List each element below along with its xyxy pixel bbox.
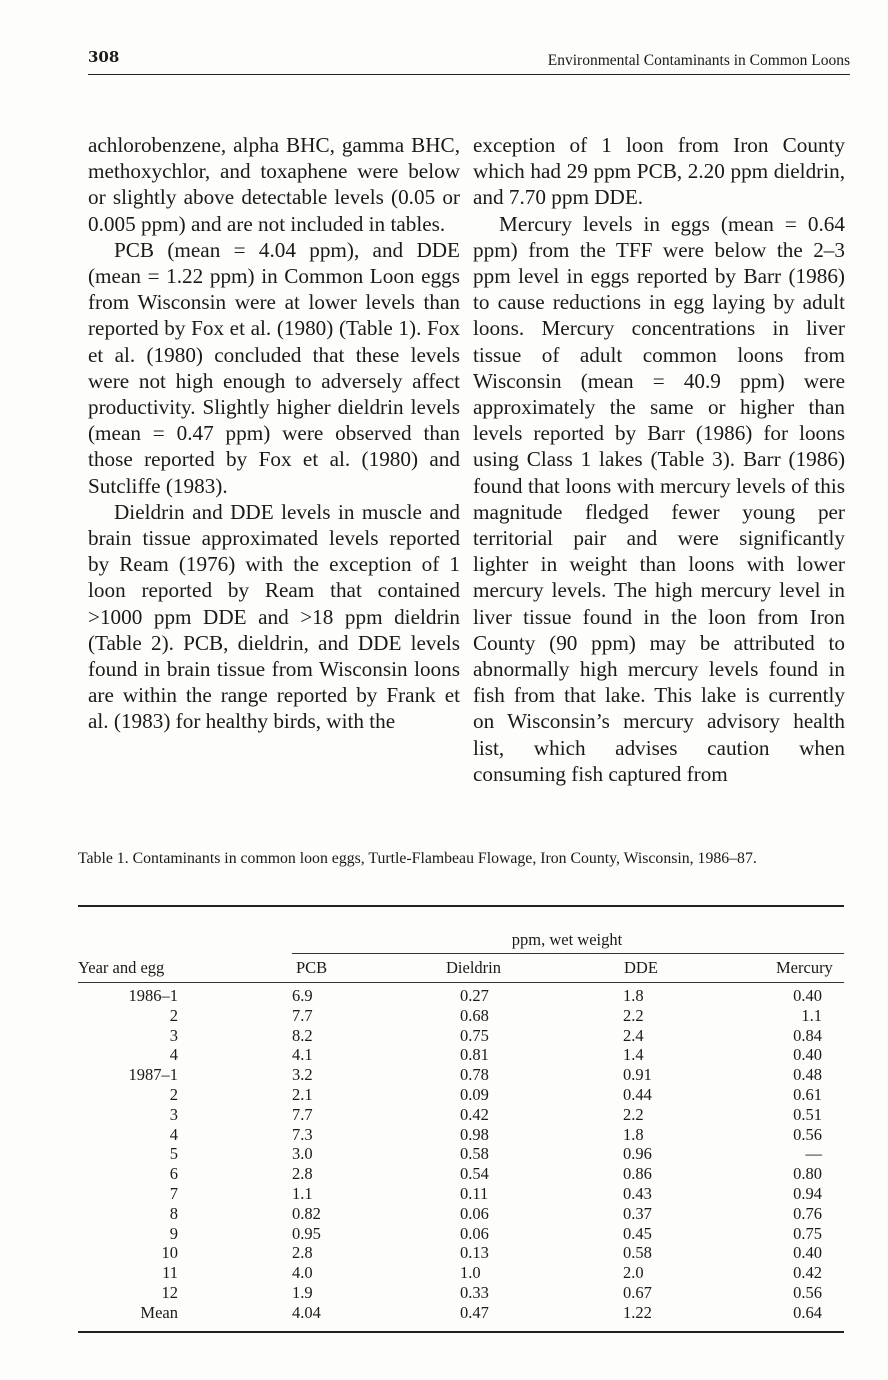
cell-year-egg: Mean — [140, 1302, 178, 1322]
cell-dieldrin: 1.0 — [460, 1263, 481, 1283]
cell-mercury: 0.94 — [793, 1183, 822, 1203]
cell-pcb: 7.7 — [292, 1104, 313, 1124]
cell-dieldrin: 0.06 — [460, 1223, 489, 1243]
cell-pcb: 1.9 — [292, 1282, 313, 1302]
table-row — [78, 1303, 844, 1323]
cell-pcb: 8.2 — [292, 1025, 313, 1045]
body-paragraph: exception of 1 loon from Iron County which had 29 ppm PCB, 2.20 ppm dieldrin, and 7.70 ppm DDE. — [473, 133, 845, 210]
cell-year-egg: 12 — [161, 1282, 178, 1302]
cell-mercury: 0.48 — [793, 1065, 822, 1085]
cell-dieldrin: 0.58 — [460, 1144, 489, 1164]
cell-mercury: 0.40 — [793, 1045, 822, 1065]
table-row — [78, 986, 844, 1006]
left-column — [88, 132, 460, 735]
table-bottom-rule — [78, 1331, 844, 1333]
cell-year-egg: 11 — [162, 1263, 178, 1283]
cell-mercury: 0.40 — [793, 986, 822, 1005]
cell-year-egg: 2 — [169, 1084, 178, 1104]
cell-dieldrin: 0.11 — [460, 1183, 489, 1203]
cell-year-egg: 3 — [169, 1104, 178, 1124]
column-header-year: Year and egg — [78, 958, 165, 977]
body-paragraph: Mercury levels in eggs (mean = 0.64 ppm) from the TFF were below the 2–3 ppm level in eggs reported by Barr (1986) to cause reductions in egg laying by adult loons. Mercury concentrations in liver tissue of adult common loons from Wisconsin (mean = 40.9 ppm) were approximately the same or higher than levels reported by Barr (1986) for loons using Class 1 lakes (Table 3). Barr (1986) found that loons with mercury levels of this magnitude fledged fewer young per territorial pair and were significantly lighter in weight than loons with lower mercury levels. The high mercury level in liver tissue found in the loon from Iron County (90 ppm) may be attributed to abnormally high mercury levels found in fish from that lake. This lake is currently on Wisconsin’s mercury advisory health list, which advises caution when consuming fish captured from — [473, 211, 845, 786]
table-row — [78, 1164, 844, 1184]
body-paragraph: achlorobenzene, alpha BHC, gamma BHC, methoxychlor, and toxaphene were below or slightly above detectable levels (0.05 or 0.005 ppm) and are not included in tables. — [88, 133, 460, 236]
right-column — [473, 132, 845, 787]
table-row — [78, 1263, 844, 1283]
cell-pcb: 4.1 — [292, 1045, 313, 1065]
table-row — [78, 1085, 844, 1105]
cell-dde: 2.0 — [623, 1263, 644, 1283]
cell-dde: 0.58 — [623, 1243, 652, 1263]
cell-year-egg: 6 — [169, 1164, 178, 1184]
cell-mercury: 0.42 — [793, 1263, 822, 1283]
table-row — [78, 1006, 844, 1026]
cell-dde: 2.2 — [623, 1005, 644, 1025]
column-header-dieldrin: Dieldrin — [446, 958, 501, 977]
cell-year-egg: 10 — [161, 1243, 178, 1263]
cell-mercury: 0.51 — [793, 1104, 822, 1124]
body-paragraph: PCB (mean = 4.04 ppm), and DDE (mean = 1.22 ppm) in Common Loon eggs from Wisconsin were at lower levels than reported by Fox et al. (1980) (Table 1). Fox et al. (1980) concluded that these levels were not high enough to adversely affect productivity. Slightly higher dieldrin levels (mean = 0.47 ppm) were observed than those reported by Fox et al. (1980) and Sutcliffe (1983). — [88, 237, 460, 498]
page-header — [88, 46, 850, 75]
cell-dieldrin: 0.78 — [460, 1065, 489, 1085]
cell-mercury: 0.80 — [793, 1164, 822, 1184]
cell-dde: 1.8 — [623, 1124, 644, 1144]
cell-dde: 1.4 — [623, 1045, 644, 1065]
cell-pcb: 3.0 — [292, 1144, 313, 1164]
cell-pcb: 2.1 — [292, 1084, 313, 1104]
cell-dieldrin: 0.68 — [460, 1005, 489, 1025]
cell-pcb: 6.9 — [292, 986, 313, 1005]
cell-mercury: 1.1 — [801, 1005, 822, 1025]
cell-pcb: 4.0 — [292, 1263, 313, 1283]
table-spanner-rule — [292, 953, 844, 954]
cell-dde: 0.37 — [623, 1203, 652, 1223]
cell-dde: 0.43 — [623, 1183, 652, 1203]
table-spanner-heading: ppm, wet weight — [511, 930, 623, 949]
cell-year-egg: 1986–1 — [128, 986, 178, 1005]
cell-pcb: 3.2 — [292, 1065, 313, 1085]
cell-year-egg: 9 — [169, 1223, 178, 1243]
cell-dde: 1.22 — [623, 1302, 652, 1322]
table-row — [78, 1283, 844, 1303]
cell-dieldrin: 0.33 — [460, 1282, 489, 1302]
cell-dieldrin: 0.42 — [460, 1104, 489, 1124]
column-header-mercury: Mercury — [776, 958, 833, 977]
cell-mercury: 0.76 — [793, 1203, 822, 1223]
table-top-rule — [78, 905, 844, 907]
cell-pcb: 0.95 — [292, 1223, 321, 1243]
cell-dieldrin: 0.27 — [460, 986, 489, 1005]
column-header-pcb: PCB — [296, 958, 328, 977]
cell-mercury: — — [805, 1144, 822, 1164]
cell-mercury: 0.61 — [793, 1084, 822, 1104]
cell-dde: 0.67 — [623, 1282, 652, 1302]
cell-pcb: 7.7 — [292, 1005, 313, 1025]
cell-pcb: 7.3 — [292, 1124, 313, 1144]
cell-dde: 0.96 — [623, 1144, 652, 1164]
cell-year-egg: 4 — [169, 1124, 178, 1144]
column-header-dde: DDE — [624, 958, 658, 977]
table-row — [78, 1045, 844, 1065]
cell-pcb: 1.1 — [292, 1183, 313, 1203]
cell-dieldrin: 0.47 — [460, 1302, 489, 1322]
table-row — [78, 1065, 844, 1085]
cell-year-egg: 8 — [169, 1203, 178, 1223]
cell-dde: 0.91 — [623, 1065, 652, 1085]
cell-mercury: 0.56 — [793, 1282, 822, 1302]
cell-dde: 2.2 — [623, 1104, 644, 1124]
cell-dieldrin: 0.75 — [460, 1025, 489, 1045]
cell-dieldrin: 0.81 — [460, 1045, 489, 1065]
cell-pcb: 4.04 — [292, 1302, 321, 1322]
table-row — [78, 1184, 844, 1204]
table-row — [78, 1204, 844, 1224]
table-row — [78, 1144, 844, 1164]
cell-dieldrin: 0.09 — [460, 1084, 489, 1104]
cell-mercury: 0.56 — [793, 1124, 822, 1144]
cell-mercury: 0.84 — [793, 1025, 822, 1045]
table-row — [78, 1224, 844, 1244]
cell-mercury: 0.75 — [793, 1223, 822, 1243]
cell-year-egg: 5 — [169, 1144, 178, 1164]
running-title: Environmental Contaminants in Common Loons — [547, 52, 850, 69]
cell-pcb: 0.82 — [292, 1203, 321, 1223]
cell-year-egg: 3 — [169, 1025, 178, 1045]
cell-dieldrin: 0.54 — [460, 1164, 489, 1184]
cell-dde: 2.4 — [623, 1025, 644, 1045]
contaminant-table — [78, 986, 844, 1323]
table-caption: Table 1. Contaminants in common loon eggs, Turtle-Flambeau Flowage, Iron County, Wisconsin, 1986–87. — [78, 850, 757, 867]
cell-pcb: 2.8 — [292, 1243, 313, 1263]
table-header-rule — [78, 982, 844, 983]
page-number: 308 — [88, 48, 120, 66]
cell-dde: 0.45 — [623, 1223, 652, 1243]
cell-dieldrin: 0.13 — [460, 1243, 489, 1263]
cell-dde: 0.86 — [623, 1164, 652, 1184]
cell-year-egg: 7 — [169, 1183, 178, 1203]
cell-pcb: 2.8 — [292, 1164, 313, 1184]
table-row — [78, 1125, 844, 1145]
table-row — [78, 1026, 844, 1046]
cell-mercury: 0.40 — [793, 1243, 822, 1263]
body-paragraph: Dieldrin and DDE levels in muscle and brain tissue approximated levels reported by Ream (1976) with the exception of 1 loon reported by Ream that contained >1000 ppm DDE and >18 ppm dieldrin (Table 2). PCB, dieldrin, and DDE levels found in brain tissue from Wisconsin loons are within the range reported by Frank et al. (1983) for healthy birds, with the — [88, 499, 460, 734]
cell-dieldrin: 0.06 — [460, 1203, 489, 1223]
cell-year-egg: 4 — [169, 1045, 178, 1065]
cell-dde: 1.8 — [623, 986, 644, 1005]
cell-mercury: 0.64 — [793, 1302, 822, 1322]
body-text — [78, 132, 850, 832]
cell-dde: 0.44 — [623, 1084, 652, 1104]
cell-dieldrin: 0.98 — [460, 1124, 489, 1144]
table-row — [78, 1243, 844, 1263]
cell-year-egg: 2 — [169, 1005, 178, 1025]
cell-year-egg: 1987–1 — [128, 1065, 178, 1085]
table-row — [78, 1105, 844, 1125]
